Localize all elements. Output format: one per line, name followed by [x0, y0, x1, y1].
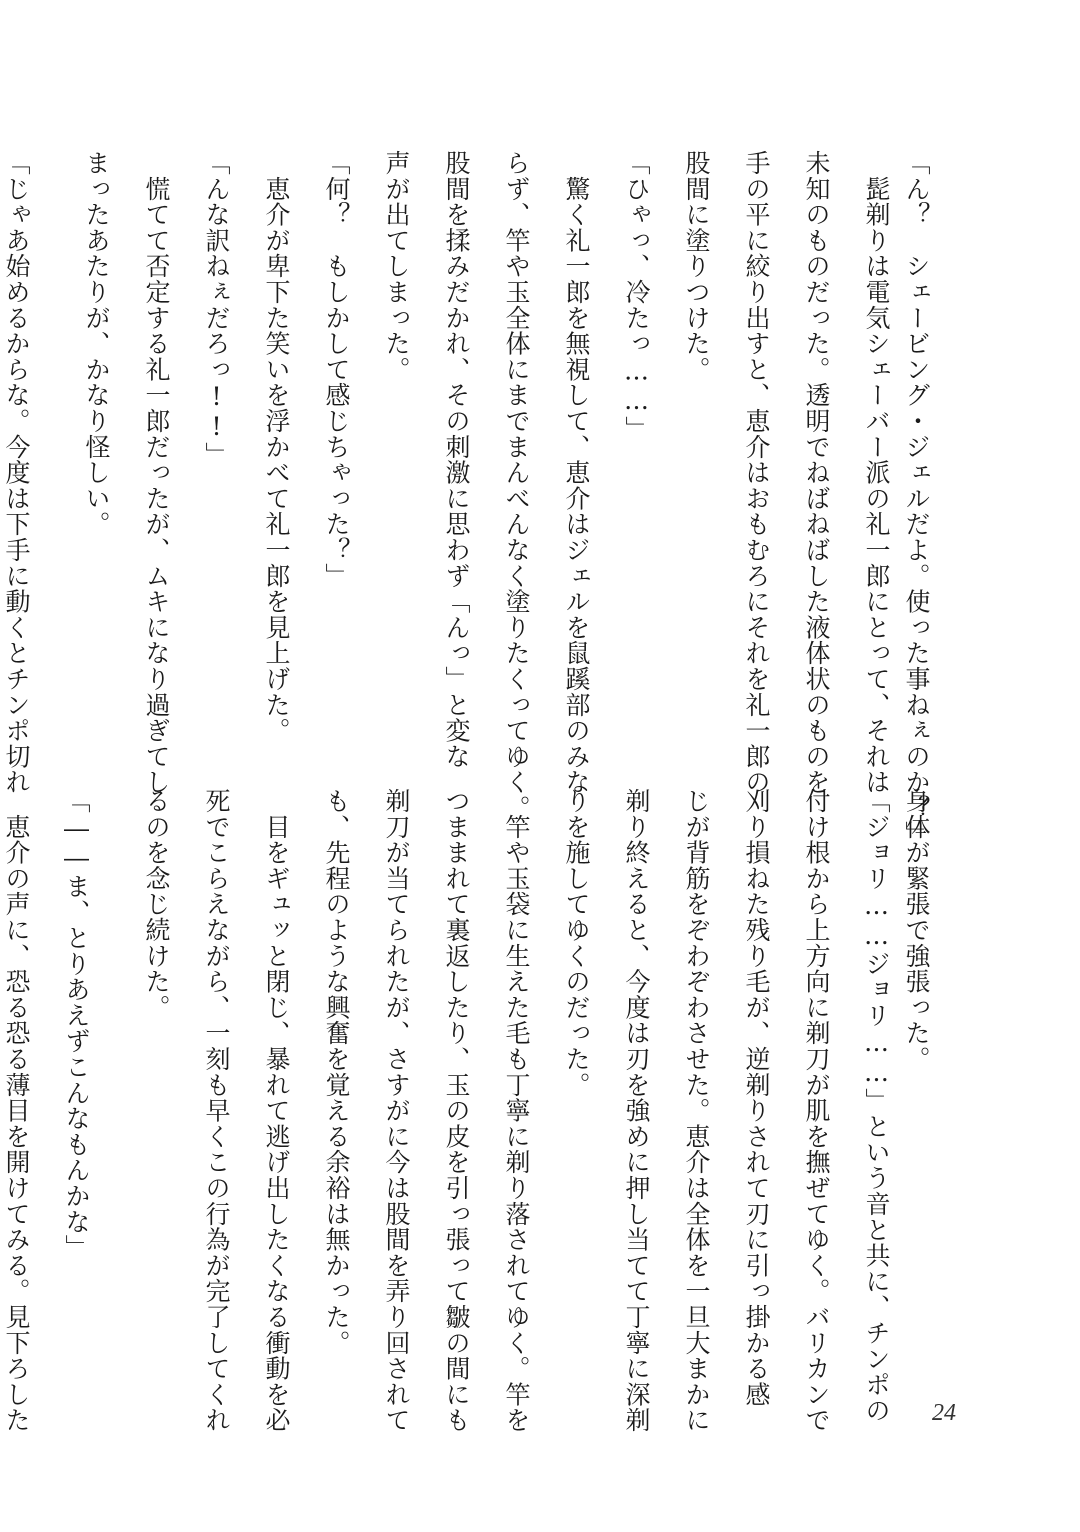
text-column: 恵介が卑下た笑いを浮かべて礼一郎を見上げた。 [262, 150, 291, 744]
text-column: 恵介の声に、恐る恐る薄目を開けてみる。見下ろした [2, 788, 31, 1433]
upper-text-block [2, 150, 936, 847]
text-column: 「んな訳ねぇだろっ!!」 [202, 150, 231, 468]
text-column: 「ひゃっ、冷たっ……」 [622, 150, 651, 442]
text-column: らず、竿や玉全体にまでまんべんなく塗りたくってゆく。 [502, 150, 531, 821]
text-column: 刈り損ねた残り毛が、逆剃りされて刃に引っ掛かる感 [742, 788, 771, 1408]
text-column: るのを念じ続けた。 [142, 788, 171, 1021]
text-column: 慌てて否定する礼一郎だったが、ムキになり過ぎてし [142, 150, 171, 795]
text-column: 驚く礼一郎を無視して、恵介はジェルを鼠蹊部のみな [562, 150, 591, 795]
text-column: 目をギュッと閉じ、暴れて逃げ出したくなる衝動を必 [262, 788, 291, 1433]
text-column: 声が出てしまった。 [382, 150, 411, 383]
text-column: 「じゃあ始めるからな。今度は下手に動くとチンポ切れ [2, 150, 31, 795]
text-column: まったあたりが、かなり怪しい。 [82, 150, 111, 537]
text-column: 股間に塗りつけた。 [682, 150, 711, 383]
text-column: 「ん？ シェービング・ジェルだよ。使った事ねぇのか？」 [902, 150, 931, 847]
text-column: 髭剃りは電気シェーバー派の礼一郎にとって、それは [862, 150, 891, 795]
text-column: りを施してゆくのだった。 [562, 788, 591, 1098]
text-column: も、先程のような興奮を覚える余裕は無かった。 [322, 788, 351, 1356]
text-column: 未知のものだった。透明でねばねばした液体状のものを [802, 150, 831, 795]
text-column: 付け根から上方向に剃刀が肌を撫ぜてゆく。バリカンで [802, 788, 831, 1433]
text-column: じが背筋をぞわぞわさせた。恵介は全体を一旦大まかに [682, 788, 711, 1433]
text-column: 剃り終えると、今度は刃を強めに押し当てて丁寧に深剃 [622, 788, 651, 1433]
text-column: 「――ま、とりあえずこんなもんかな」 [62, 788, 91, 1261]
text-column: 竿や玉袋に生えた毛も丁寧に剃り落されてゆく。竿を [502, 788, 531, 1433]
text-column: 身体が緊張で強張った。 [902, 788, 931, 1072]
text-column: 股間を揉みだかれ、その刺激に思わず「んっ」と変な [442, 150, 471, 770]
text-column: 死でこらえながら、一刻も早くこの行為が完了してくれ [202, 788, 231, 1433]
page-number: 24 [932, 1400, 956, 1426]
text-column: 「何？ もしかして感じちゃった？」 [322, 150, 351, 589]
lower-text-block [2, 788, 936, 1433]
text-column: 手の平に絞り出すと、恵介はおもむろにそれを礼一郎の [742, 150, 771, 795]
text-column: 剃刀が当てられたが、さすがに今は股間を弄り回されて [382, 788, 411, 1433]
text-column: 「ジョリ……ジョリ……」という音と共に、チンポの [862, 788, 891, 1424]
text-column: つままれて裏返したり、玉の皮を引っ張って皺の間にも [442, 788, 471, 1433]
